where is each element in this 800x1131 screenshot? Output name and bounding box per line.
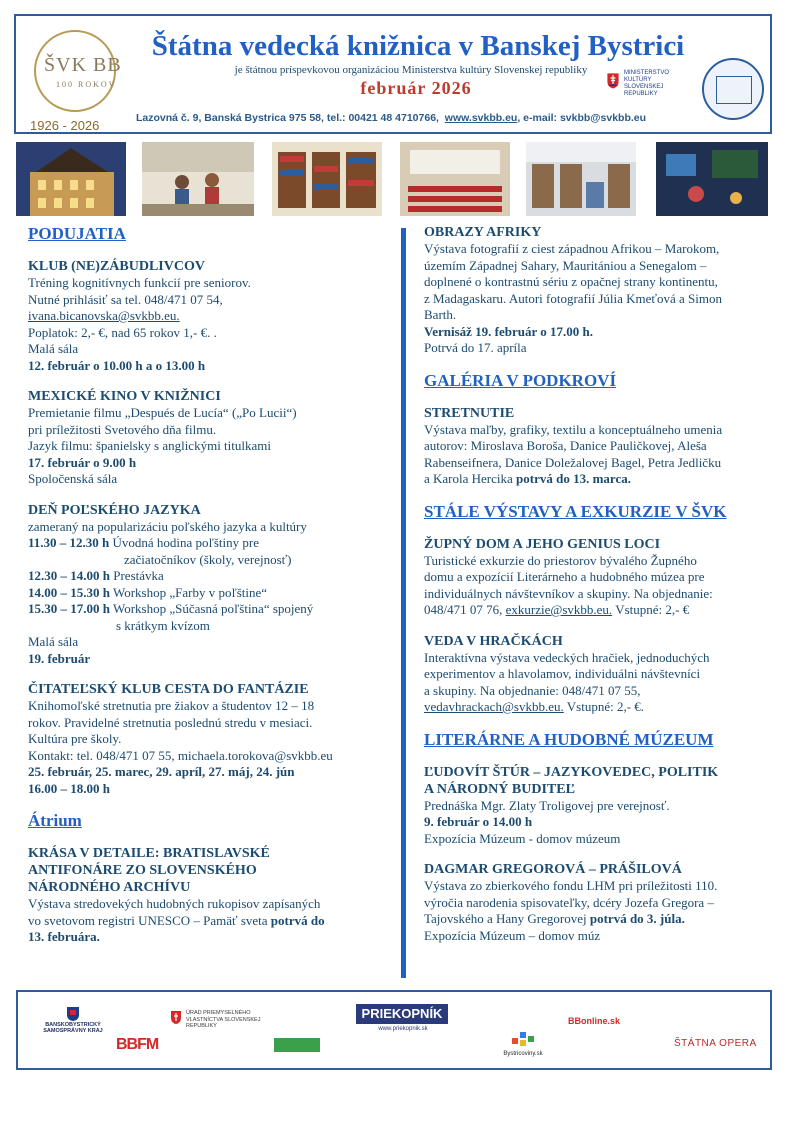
bookshelf-photo (272, 142, 382, 216)
ministry-text: MINISTERSTVO KULTÚRY SLOVENSKEJ REPUBLIKY (624, 70, 670, 97)
slovak-coat-of-arms-icon (606, 72, 620, 90)
slovak-coat-icon (170, 1010, 182, 1025)
sponsors-footer: BANSKOBYSTRICKÝ SAMOSPRÁVNY KRAJ ÚRAD PRIEMYSELNÉHO VLASTNÍCTVA SLOVENSKEJ REPUBLIKY PRIEKOPNÍK www.priekopnik.sk BBonline.sk BBFM Bystricoviny.sk ŠTÁTNA OPERA (16, 990, 772, 1070)
section-stale-vystavy: STÁLE VÝSTAVY A EXKURZIE V ŠVK (424, 501, 727, 521)
section-galeria: GALÉRIA V PODKROVÍ (424, 370, 617, 390)
bystricoviny-logo: Bystricoviny.sk (494, 1032, 552, 1057)
section-muzeum: LITERÁRNE A HUDOBNÉ MÚZEUM (424, 729, 714, 749)
event-date: 17. február o 9.00 h (28, 454, 137, 470)
event-title: KLUB (NE)ZÁBUDLIVCOV (28, 259, 205, 274)
event-stretnutie: STRETNUTIE Výstava maľby, grafiky, textilu a konceptuálneho umenia autorov: Miroslava Boroša, Danice Pauličkovej, Aleša Rabenseifnera, Danice Doležalovej Bagel, Petra Jedličku a Karola Hercika potrvá do 13. marca. (424, 405, 774, 488)
event-date: Vernisáž 19. február o 17.00 h. (424, 323, 593, 339)
bbonline-logo: BBonline.sk (568, 1016, 621, 1026)
event-club: KLUB (NE)ZÁBUDLIVCOV Tréning kognitívnych funkcií pre seniorov. Nutné prihlásiť sa tel. 048/471 07 54, ivana.bicanovska@svkbb.eu. Poplatok: 2,- €, nad 65 rokov 1,- €. . Malá sála 12. február o 10.00 h a o 13.00 h (28, 258, 388, 374)
reading-room-photo (142, 142, 254, 216)
header (14, 14, 772, 134)
bbsk-logo: BANSKOBYSTRICKÝ SAMOSPRÁVNY KRAJ (38, 1006, 108, 1034)
event-date: 25. február, 25. marec, 29. apríl, 27. máj, 24. jún (28, 764, 295, 779)
month-label: február 2026 (360, 78, 472, 98)
event-title: ČITATEĽSKÝ KLUB CESTA DO FANTÁZIE (28, 682, 309, 697)
building-photo (16, 142, 126, 216)
column-divider (401, 228, 406, 978)
contact-address: Lazovná č. 9, Banská Bystrica 975 58, tel.: 00421 48 4710766, www.svkbb.eu, e-mail: svkbb@svkbb.eu (136, 112, 647, 124)
event-zupny-dom: ŽUPNÝ DOM A JEHO GENIUS LOCI Turistické exkurzie do priestorov bývalého Župného domu a expozícií Literárneho a hudobného múzea pre individuálnych návštevníkov a skupiny. Na objednanie: 048/471 07 76, exkurzie@svkbb.eu. Vstupné: 2,- € (424, 536, 774, 619)
library-seal-icon (702, 58, 764, 120)
event-title: ĽUDOVÍT ŠTÚR – JAZYKOVEDEC, POLITIK (424, 764, 719, 780)
event-title: STRETNUTIE (424, 405, 515, 421)
left-column (28, 224, 388, 960)
event-date: 19. február (28, 650, 91, 666)
page-subtitle: je štátnou príspevkovou organizáciou Ministerstva kultúry Slovenskej republiky (234, 64, 588, 76)
svkbb-logo (26, 22, 136, 132)
opera-logo: ŠTÁTNA OPERA (674, 1038, 757, 1049)
event-title: DAGMAR GREGOROVÁ – PRÁŠILOVÁ (424, 862, 682, 877)
logo-subtitle: 100 ROKOV (56, 80, 117, 89)
exhibition-photo (656, 142, 768, 216)
event-date: 9. február o 14.00 h (424, 814, 533, 829)
logo-years: 1926 - 2026 (30, 118, 100, 133)
email-link[interactable]: ivana.bicanovska@svkbb.eu. (28, 308, 180, 323)
email-link[interactable]: exkurzie@svkbb.eu. (505, 602, 613, 617)
event-stur: ĽUDOVÍT ŠTÚR – JAZYKOVEDEC, POLITIK A NÁRODNÝ BUDITEĽ Prednáška Mgr. Zlaty Troligovej pre verejnosť. 9. február o 14.00 h Expozícia Múzeum - domov múzeum (424, 764, 774, 848)
event-krasa: KRÁSA V DETAILE: BRATISLAVSKÉ ANTIFONÁRE ZO SLOVENSKÉHO NÁRODNÉHO ARCHÍVU Výstava stredovekých hudobných rukopisov zapísaných vo svetovom registri UNESCO – Pamäť sveta potrvá do 13. februára. (28, 845, 388, 946)
event-title: OBRAZY AFRIKY (424, 225, 542, 240)
bbsk-coat-icon (66, 1006, 80, 1022)
event-polish-day: DEŇ POĽSKÉHO JAZYKA zameraný na popularizáciu poľského jazyka a kultúry 11.30 – 12.30 h Úvodná hodina poľštiny pre začiatočníkov (školy, verejnosť) 12.30 – 14.00 h Prestávka 14.00 – 15.30 h Workshop „Farby v poľštine“ 15.30 – 17.00 h Workshop „Súčasná poľština“ spojený s krátkym kvízom Malá sála 19. február (28, 502, 388, 668)
photo-strip (16, 142, 768, 216)
event-title: KRÁSA V DETAILE: BRATISLAVSKÉ (28, 846, 270, 861)
event-afrika: OBRAZY AFRIKY Výstava fotografií z ciest západnou Afrikou – Marokom, územím Západnej Sahary, Mauritániou a Senegalom – doplnené o kontrastnú sériu z opačnej strany kontinentu, z Madagaskaru. Autori fotografií Júlia Kmeťová a Simon Barth. Vernisáž 19. február o 17.00 h. Potrvá do 17. apríla (424, 224, 774, 357)
bystricoviny-squares-icon (512, 1032, 534, 1046)
green-partner-logo (274, 1038, 320, 1052)
right-column (424, 224, 774, 958)
event-date: 12. február o 10.00 h a o 13.00 h (28, 357, 206, 373)
page-title: Štátna vedecká knižnica v Banskej Bystrici (151, 30, 685, 62)
ministry-logo (606, 70, 686, 110)
event-title: VEDA V HRAČKÁCH (424, 633, 563, 649)
email-link[interactable]: vedavhrackach@svkbb.eu. (424, 699, 564, 714)
event-kino: MEXICKÉ KINO V KNIŽNICI Premietanie filmu „Después de Lucía“ („Po Lucii“) pri príležitosti Svetového dňa filmu. Jazyk filmu: španielsky s anglickými titulkami 17. február o 9.00 h Spoločenská sála (28, 388, 388, 488)
bbfm-logo: BBFM (116, 1036, 159, 1053)
library-hall-photo (526, 142, 636, 216)
event-fantasy-club: ČITATEĽSKÝ KLUB CESTA DO FANTÁZIE Knihomoľské stretnutia pre žiakov a študentov 12 – 18 rokov. Pravidelné stretnutia poslednú stredu v mesiaci. Kultúra pre školy. Kontakt: tel. 048/471 07 55, michaela.torokova@svkbb.eu 25. február, 25. marec, 29. apríl, 27. máj, 24. jún 16.00 – 18.00 h (28, 681, 388, 797)
website-link[interactable]: www.svkbb.eu (444, 112, 518, 124)
priekopnik-url: www.priekopnik.sk (378, 1026, 428, 1032)
logo-name: ŠVK BB (44, 54, 122, 76)
section-podujatia: PODUJATIA (28, 224, 126, 243)
event-title: MEXICKÉ KINO V KNIŽNICI (28, 389, 221, 404)
section-atrium: Átrium (28, 811, 82, 830)
priekopnik-logo: PRIEKOPNÍK (356, 1004, 448, 1024)
event-veda-hracky: VEDA V HRAČKÁCH Interaktívna výstava vedeckých hračiek, jednoduchých experimentov a hlavolamov, individuálni návštevníci a skupiny. Na objednanie: 048/471 07 55, vedavhrackach@svkbb.eu. Vstupné: 2,- €. (424, 633, 774, 716)
event-title: ŽUPNÝ DOM A JEHO GENIUS LOCI (424, 536, 661, 552)
event-title: DEŇ POĽSKÉHO JAZYKA (28, 502, 201, 518)
event-gregorova: DAGMAR GREGOROVÁ – PRÁŠILOVÁ Výstava zo zbierkového fondu LHM pri príležitosti 110. výročia narodenia spisovateľky, dcéry Jozefa Gregora – Tajovského a Hany Gregorovej potrvá do 3. júla. Expozícia Múzeum – domov múz (424, 861, 774, 944)
lecture-hall-photo (400, 142, 510, 216)
